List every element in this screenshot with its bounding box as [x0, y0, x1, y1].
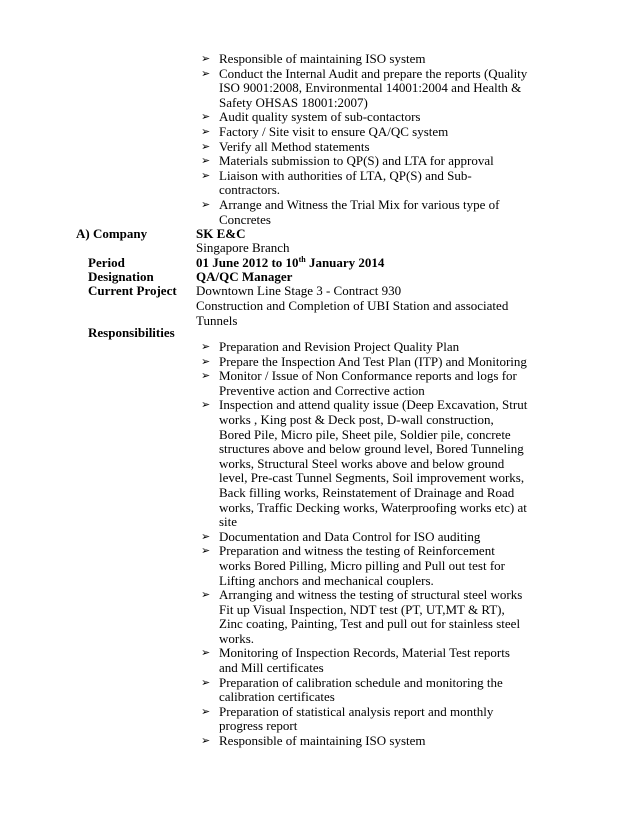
list-item: ➢ Factory / Site visit to ensure QA/QC system: [201, 123, 449, 139]
top-responsibilities-list: [198, 52, 528, 227]
arrow-bullet-icon: ➢: [201, 53, 211, 65]
arrow-bullet-icon: ➢: [201, 198, 211, 211]
list-item: ➢ Liaison with authorities of LTA, QP(S) and Sub-contractors.: [201, 167, 472, 198]
arrow-bullet-icon: ➢: [201, 676, 211, 689]
list-item: ➢ Monitor / Issue of Non Conformance reports and logs for Preventive action and Corrective action: [201, 368, 517, 398]
arrow-bullet-icon: ➢: [201, 545, 211, 558]
list-item: ➢ Arranging and witness the testing of structural steel works Fit up Visual Inspection, NDT test (PT, UT,MT & RT), Zinc coating, Painting, Test and pull out for stainless steel works.: [201, 587, 523, 646]
company-label: A) Company: [76, 226, 148, 241]
designation-value: QA/QC Manager: [196, 269, 293, 284]
arrow-bullet-icon: ➢: [201, 647, 211, 660]
list-item: ➢ Responsible of maintaining ISO system: [201, 51, 426, 66]
designation-label: Designation: [88, 269, 154, 284]
list-item: ➢ Preparation of statistical analysis report and monthly progress report: [201, 703, 494, 734]
period-label: Period: [88, 255, 125, 270]
list-item: ➢ Arrange and Witness the Trial Mix for various type of Concretes: [201, 196, 500, 227]
arrow-bullet-icon: ➢: [201, 705, 211, 718]
arrow-bullet-icon: ➢: [201, 355, 211, 368]
current-project-line1: Downtown Line Stage 3 - Contract 930: [196, 283, 402, 298]
list-item: ➢ Documentation and Data Control for ISO auditing: [201, 528, 481, 544]
arrow-bullet-icon: ➢: [201, 589, 211, 602]
list-item: ➢ Prepare the Inspection And Test Plan (ITP) and Monitoring: [201, 353, 527, 369]
arrow-bullet-icon: ➢: [201, 140, 211, 153]
arrow-bullet-icon: ➢: [201, 169, 211, 182]
list-item: ➢ Verify all Method statements: [201, 138, 370, 154]
responsibilities-label: Responsibilities: [88, 325, 175, 340]
arrow-bullet-icon: ➢: [201, 370, 211, 383]
arrow-bullet-icon: ➢: [201, 530, 211, 543]
list-item: ➢ Conduct the Internal Audit and prepare the reports (Quality ISO 9001:2008, Environmental 14001:2004 and Health & Safety OHSAS 18001:2007): [201, 65, 528, 110]
arrow-bullet-icon: ➢: [201, 341, 211, 353]
current-project-line2: Construction and Completion of UBI Station and associated Tunnels: [196, 298, 509, 328]
list-item: ➢ Materials submission to QP(S) and LTA for approval: [201, 153, 494, 169]
list-item: ➢ Preparation and witness the testing of Reinforcement works Bored Pilling, Micro pilling and Pull out test for Lifting anchors and mechanical couplers.: [201, 543, 505, 588]
list-item: ➢ Audit quality system of sub-contactors: [201, 109, 421, 125]
company-branch: Singapore Branch: [196, 240, 290, 255]
arrow-bullet-icon: ➢: [201, 125, 211, 138]
current-project-label: Current Project: [88, 283, 177, 298]
period-value: 01 June 2012 to 10th January 2014: [196, 255, 385, 270]
responsibilities-list: [198, 340, 528, 749]
arrow-bullet-icon: ➢: [201, 67, 211, 80]
arrow-bullet-icon: ➢: [201, 399, 211, 412]
list-item: ➢ Inspection and attend quality issue (Deep Excavation, Strut works , King post & Deck post, D-wall construction, Bored Pile, Micro pile, Sheet pile, Soldier pile, concrete structures above and below ground level, Bored Tunneling works, Structural Steel works above and below ground level, Pre-cast Tunnel Segments, Soil improvement works, Back filling works, Reinstatement of Drainage and Road works, Traffic Decking works, Waterproofing works etc) at site: [201, 397, 528, 530]
list-item: ➢ Preparation and Revision Project Quality Plan: [201, 339, 460, 354]
list-item: ➢ Responsible of maintaining ISO system: [201, 733, 426, 749]
list-item: ➢ Preparation of calibration schedule and monitoring the calibration certificates: [201, 674, 503, 705]
arrow-bullet-icon: ➢: [201, 111, 211, 124]
arrow-bullet-icon: ➢: [201, 735, 211, 748]
arrow-bullet-icon: ➢: [201, 155, 211, 168]
list-item: ➢ Monitoring of Inspection Records, Material Test reports and Mill certificates: [201, 645, 510, 676]
company-name: SK E&C: [196, 226, 246, 241]
